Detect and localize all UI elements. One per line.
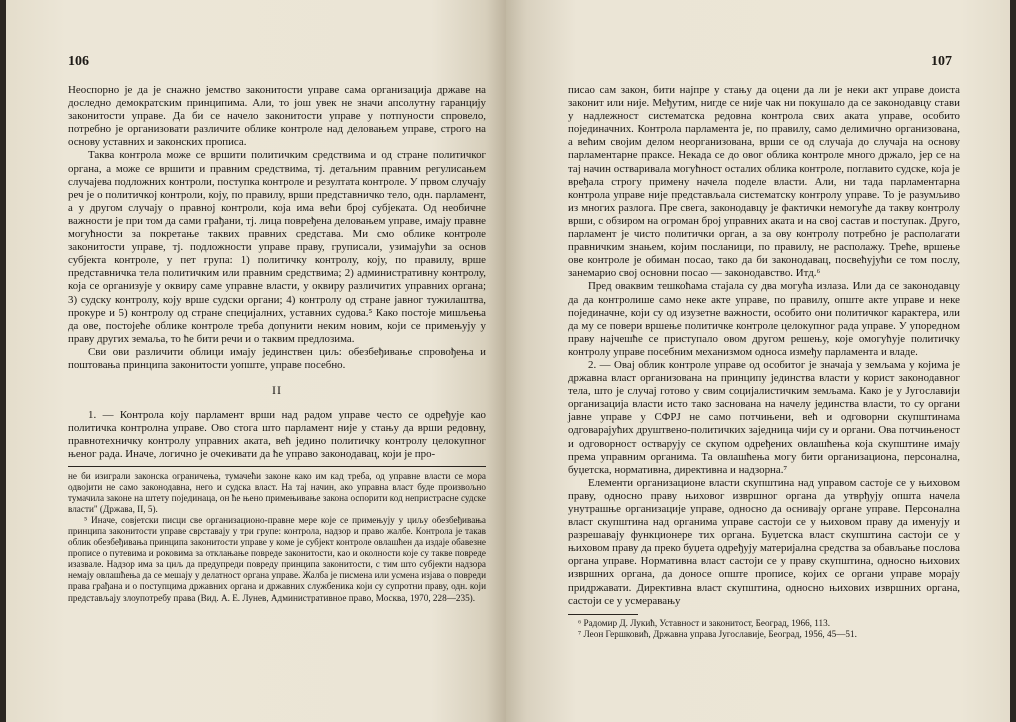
left-page-body [68,84,486,604]
footnote: не би изиграли законска ограничења, тумачећи законе како им кад треба, од управне власти се мора одвојити не само законодавна, него и судска власт. На тај начин, ако управна власт буде произвољно тумачила законе на штету појединаца, он ће њено примењивање закона оспорити код непристрасне судске власти" (Држава, II, 5). [68,470,486,514]
footnotes [68,471,486,604]
footnotes [568,618,960,640]
page-number: 107 [931,54,952,69]
paragraph: 2. — Овај облик контроле управе од особитог је значаја у земљама у којима је државна власт организована на принципу јединства власти у корист законодавног тела, што је случај готово у свим социјалистичким земљама. Како је у Југославији организација власти исто тако заснована на начелу јединства власти, то су органи јавне управе у СФРЈ не само потчињени, већ и одговорни скупштинама одговарајућих друштвено-политичких заједница чији су и органи. Ова потчињеност и одговорност остварују се скупом одређених овлашћења која скупштине имају према управним органима. Та овлашћења могу бити организациона, персонална, буџетска, нормативна, директивна и надзорна.⁷ [568,358,960,476]
right-page [506,0,1010,722]
section-heading: II [272,383,282,398]
footnote: ⁶ Радомир Д. Лукић, Уставност и законитост, Београд, 1966, 113. [578,617,830,628]
paragraph: писао сам закон, бити најпре у стању да оцени да ли је неки акт управе доиста законит или није. Међутим, нигде се није чак ни покушало да се законодавцу стави у надлежност систематска редовна контрола свих аката управе, особито појединачних. Контрола парламента је, по правилу, само делимично организована, а већим својим делом неорганизована, врши се од случаја до случаја на основу парламентарне праксе. Некада се до овог облика контроле много држало, јер се на тај начин остваривала могућност осталих облика контроле, поглавито судске, која је вређала строгу примену начела поделе власти. Али, ни тада парламентарна контрола управе није представљала систематску контролу управе. То је разумљиво из многих разлога. Пре свега, законодавцу је фактички немогуће да такву контролу врши, с обзиром на огроман број управних аката и на свој састав и поступак. Друго, парламент је чисто политички орган, а за ову контролу потребно је располагати правничким знањем, којим посланици, по правилу, не располажу. Треће, вршење ове контроле је обиман посао, тако да би законодавац, посвећујући се том послу, занемарио свој основни посао — законодавство. Итд.⁶ [568,84,960,280]
paragraph: Елементи организационе власти скупштина над управом састоје се у њиховом праву, односно праву њиховог извршног органа да утврђују општа начела унутрашње организације управе, односно да оснивају органе управе. Персонална власт скупштина над органима управе састоји се у њиховом праву да именују и разрешавају функционере тих органа. Буџетска власт скупштина састоји се у њиховом праву да преко буџета одређују материјална средства за обављање послова органа управе. Нормативна власт састоји се у праву скупштина, односно њихових извршних органа, да доносе опште прописе, којих се органи управе морају придржавати. Директивна власт скупштина, односно њихових извршних органа, састоји се у усмеравању [568,476,960,607]
paragraph: Таква контрола може се вршити политичким средствима и од стране политичког органа, а може се вршити и правним средствима, тј. детаљним правним регулисањем случајева подложних контроли, поступка контроле и резултата контроле. У првом случају реч је о политичкој контроли, коју, по правилу, врши представничко тело, одн. парламент, а у другом случају о правној контроли, која има већи број субјеката. Од необичне важности је при том да сами грађани, тј. лица повређена деловањем управе, имају правне могућности за покретање таквих правних средстава. Ми смо облике контроле законитости управе, тј. подложности управе праву, груписали, узимајући за основ субјекта контроле, у пет група: 1) политичку контролу, коју, по правилу, врше представничка тела политичким или правним средствима; 2) административну контролу, која се организује у оквиру саме управне власти, у оквиру различитих управних органа; 3) судску контролу, коју врше судски органи; 4) контролу од стране јавног тужилаштва, прокуре и 5) контролу од стране специјалних, уставних судова.⁵ Како постоје мишљења да ове, постојеће облике контроле треба допунити неким новим, који се примењују у праву других земаља, то ће бити речи и о таквим предлозима. [68,149,486,345]
footnote-divider [68,466,486,467]
paragraph: Неоспорно је да је снажно јемство законитости управе сама организација државе на доследно демократским принципима. Али, то још увек не значи апсолутну гаранцију законитости управе. Да би се начело законитости управе у потпуности спровело, потребно је организовати различите облике контроле над деловањем управе, строго на основу уставних и законских прописа. [68,84,486,149]
footnote-divider [568,614,638,615]
left-page [6,0,506,722]
paragraph: Сви ови различити облици имају јединствен циљ: обезбеђивање спровођења и поштовања принципа законитости уопште, управе посебно. [68,345,486,371]
page-number: 106 [68,54,89,69]
right-page-body [568,84,960,640]
paragraph: 1. — Контрола коју парламент врши над радом управе често се одређује као политичка контролна управе. Ово стога што парламент није у стању да врши редовну, правнотехничку контролу управних аката, већ једино политичку контролу целокупног њеног рада. Иначе, логично је очекивати да ће управо законодавац, који је про- [68,409,486,461]
book-spread [6,0,1010,722]
footnote: ⁵ Иначе, совјетски писци све организационо-правне мере које се примењују у циљу обезбеђивања принципа законитости управе сврставају у три групе: контрола, надзор и право жалбе. Контрола је такав облик обезбеђивања принципа законитости управе у коме је субјект контроле овлашћен да издаје обавезне прописе о путевима и роковима за отклањање повреде законитости, као и околности које су такве повреде изазвале. Надзор има за циљ да предупреди повреду принципа законитости, с тим што субјекти надзора немају овлашћења да се мешају у делатност органа управе. Жалба је писмена или усмена изјава о повреди права грађана и о поступцима државних органа и државних службеника који су супротни праву, одн. који представљају злоупотребу права (Вид. А. Е. Лунев, Административное право, Москва, 1970, 228—235). [68,514,486,603]
footnote: ⁷ Леон Гершковић, Државна управа Југославије, Београд, 1956, 45—51. [578,628,857,639]
paragraph: Пред оваквим тешкоћама стајала су два могућа излаза. Или да се законодавцу да да контролише само неке акте управе, по правилу, опште акте управе и неке појединачне, који су од изузетне важности, особито они политичког карактера, или да му се повери вршење политичке контроле целокупног рада управе. У упоредном праву најчешће се приступало овом другом решењу, које омогућује политичку контролу управе посебним механизмом односа између парламента и владе. [568,280,960,358]
